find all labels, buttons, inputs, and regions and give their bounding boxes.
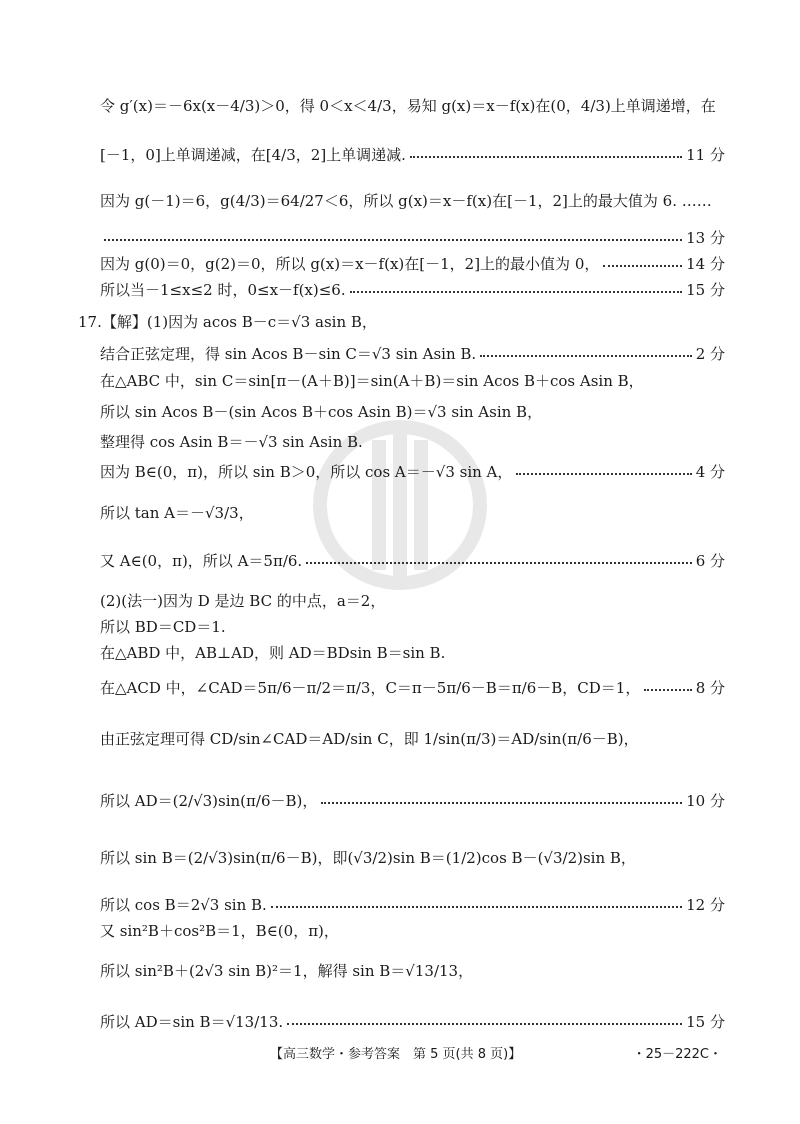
dot-leader <box>321 791 682 809</box>
solution-line <box>100 785 725 815</box>
solution-line <box>100 396 725 426</box>
line-text: 在△ACD 中，∠CAD＝5π/6－π/2＝π/3，C＝π－5π/6－B＝π/6－B，CD＝1， <box>100 678 641 697</box>
solution-line <box>100 456 725 486</box>
page-footer <box>0 1043 800 1067</box>
line-text: 整理得 cos Asin B＝－√3 sin Asin B. <box>100 432 363 451</box>
line-text: 所以 BD＝CD＝1. <box>100 617 226 636</box>
score-label: 10 分 <box>686 791 725 810</box>
solution-line <box>100 338 725 368</box>
score-label: 4 分 <box>695 462 725 481</box>
score-label: 13 分 <box>686 228 725 247</box>
score-label: 15 分 <box>686 1012 725 1031</box>
solution-line <box>100 90 725 120</box>
line-text: 又 A∈(0，π)，所以 A＝5π/6. <box>100 551 303 570</box>
solution-line <box>100 545 725 575</box>
solution-line <box>100 637 725 667</box>
solution-line <box>100 274 725 304</box>
solution-line <box>100 185 725 215</box>
solution-line <box>100 365 725 395</box>
score-label: 2 分 <box>695 344 725 363</box>
line-text: 所以当－1≤x≤2 时，0≤x－f(x)≤6. <box>100 280 346 299</box>
dot-leader <box>410 145 682 163</box>
solution-line <box>100 1006 725 1036</box>
line-text: 因为 g(0)＝0，g(2)＝0，所以 g(x)＝x－f(x)在[－1，2]上的最小值为 0， <box>100 254 600 273</box>
solution-line <box>100 497 725 527</box>
line-text: 由正弦定理可得 CD/sin∠CAD＝AD/sin C，即 1/sin(π/3)＝AD/sin(π/6－B)， <box>100 729 639 748</box>
solution-line <box>100 955 725 985</box>
line-text: 所以 AD＝(2/√3)sin(π/6－B)， <box>100 791 318 810</box>
score-label: 8 分 <box>695 678 725 697</box>
score-label: 6 分 <box>695 551 725 570</box>
line-text: 所以 tan A＝－√3/3， <box>100 503 254 522</box>
line-text: 所以 sin Acos B－(sin Acos B＋cos Asin B)＝√3 sin Asin B， <box>100 402 543 421</box>
line-text: 在△ABC 中，sin C＝sin[π－(A＋B)]＝sin(A＋B)＝sin Acos B＋cos Asin B， <box>100 371 644 390</box>
solution-line <box>100 723 725 753</box>
line-text: 又 sin²B＋cos²B＝1，B∈(0，π)， <box>100 921 339 940</box>
solution-line <box>100 842 725 872</box>
score-label: 14 分 <box>686 254 725 273</box>
line-text: 因为 g(－1)＝6，g(4/3)＝64/27＜6，所以 g(x)＝x－f(x)在[－1，2]上的最大值为 6. …… <box>100 191 712 210</box>
dot-leader <box>287 1012 682 1030</box>
score-label: 15 分 <box>686 280 725 299</box>
problem-17-heading: 17.【解】(1)因为 acos B－c＝√3 asin B， <box>78 312 377 331</box>
line-text: [－1，0]上单调递减，在[4/3，2]上单调递减. <box>100 145 406 164</box>
line-text: 在△ABD 中，AB⊥AD，则 AD＝BDsin B＝sin B. <box>100 643 446 662</box>
dot-leader <box>644 678 691 696</box>
line-text: 结合正弦定理，得 sin Acos B－sin C＝√3 sin Asin B. <box>100 344 477 363</box>
score-label: 11 分 <box>686 145 725 164</box>
dot-leader <box>350 280 683 298</box>
dot-leader <box>603 254 682 272</box>
solution-line <box>100 426 725 456</box>
dot-leader <box>516 462 691 480</box>
dot-leader <box>480 344 691 362</box>
solution-line <box>78 306 725 336</box>
score-label: 12 分 <box>686 895 725 914</box>
dot-leader <box>271 895 682 913</box>
line-text: 令 g′(x)＝－6x(x－4/3)＞0，得 0＜x＜4/3，易知 g(x)＝x－f(x)在(0，4/3)上单调递增，在 <box>100 96 716 115</box>
footer-page-info: 【高三数学・参考答案 第 5 页(共 8 页)】 <box>270 1047 522 1062</box>
line-text: (2)(法一)因为 D 是边 BC 的中点，a＝2， <box>100 591 386 610</box>
line-text: 因为 B∈(0，π)，所以 sin B＞0，所以 cos A＝－√3 sin A， <box>100 462 513 481</box>
solution-line <box>100 915 725 945</box>
dot-leader <box>104 228 682 246</box>
solution-line <box>100 139 725 169</box>
line-text: 所以 AD＝sin B＝√13/13. <box>100 1012 284 1031</box>
line-text: 所以 sin²B＋(2√3 sin B)²＝1，解得 sin B＝√13/13， <box>100 961 474 980</box>
line-text: 所以 cos B＝2√3 sin B. <box>100 895 267 914</box>
line-text: 所以 sin B＝(2/√3)sin(π/6－B)，即(√3/2)sin B＝(1/2)cos B－(√3/2)sin B， <box>100 848 636 867</box>
solution-line <box>100 672 725 702</box>
footer-code: ・25－222C・ <box>632 1047 722 1062</box>
dot-leader <box>306 551 692 569</box>
